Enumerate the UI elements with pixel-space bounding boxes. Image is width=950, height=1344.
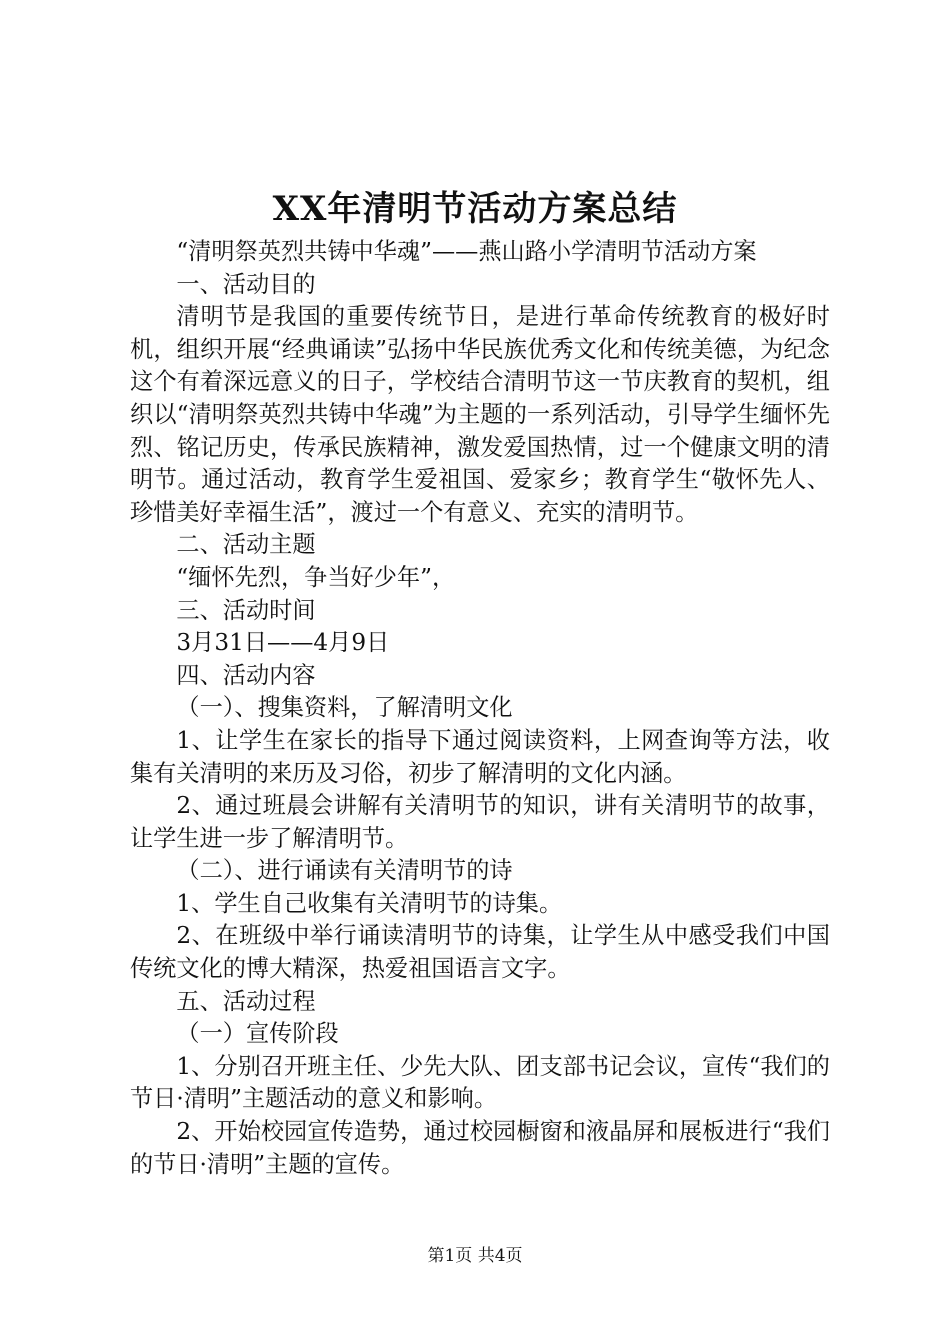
section-heading-time: 三、活动时间 bbox=[176, 596, 316, 624]
page-footer: 第1页 共4页 bbox=[427, 1246, 523, 1266]
section-heading-theme: 二、活动主题 bbox=[176, 531, 316, 559]
purpose-paragraph: 清明节是我国的重要传统节日，是进行革命传统教育的极好时机，组织开展“经典诵读”弘扬中华民族优秀文化和传统美德，为纪念这个有着深远意义的日子，学校结合清明节这一节庆教育的契机，组织以“清明祭英烈共铸中华魂”为主题的一系列活动，引导学生缅怀先烈、铭记历史，传承民族精神，激发爱国热情，过一个健康文明的清明节。通过活动，教育学生爱祖国、爱家乡；教育学生“敬怀先人、珍惜美好幸福生活”，渡过一个有意义、充实的清明节。 bbox=[130, 303, 830, 526]
section-heading-purpose: 一、活动目的 bbox=[176, 270, 316, 298]
section-heading-process: 五、活动过程 bbox=[176, 987, 316, 1015]
section-heading-content: 四、活动内容 bbox=[176, 661, 316, 689]
content-item-2-2: 2、在班级中举行诵读清明节的诗集，让学生从中感受我们中国传统文化的博大精深，热爱祖国语言文字。 bbox=[130, 922, 830, 983]
theme-paragraph: “缅怀先烈，争当好少年”， bbox=[176, 563, 456, 591]
time-paragraph: 3月31日——4月9日 bbox=[176, 629, 390, 657]
content-item-1-2: 2、通过班晨会讲解有关清明节的知识，讲有关清明节的故事，让学生进一步了解清明节。 bbox=[130, 792, 830, 852]
document-title: XX年清明节活动方案总结 bbox=[272, 189, 678, 229]
process-subheading-1: （一）宣传阶段 bbox=[176, 1020, 339, 1048]
process-item-2: 2、开始校园宣传造势，通过校园橱窗和液晶屏和展板进行“我们的节日·清明”主题的宣传。 bbox=[130, 1118, 830, 1178]
subtitle-paragraph: “清明祭英烈共铸中华魂”——燕山路小学清明节活动方案 bbox=[176, 238, 757, 265]
content-subheading-1: （一）、搜集资料，了解清明文化 bbox=[176, 694, 513, 722]
document-body bbox=[130, 236, 830, 1181]
content-item-1-1: 1、让学生在家长的指导下通过阅读资料，上网查询等方法，收集有关清明的来历及习俗，初步了解清明的文化内涵。 bbox=[130, 726, 830, 787]
content-item-2-1: 1、学生自己收集有关清明节的诗集。 bbox=[176, 889, 563, 917]
process-item-1: 1、分别召开班主任、少先大队、团支部书记会议，宣传“我们的节日·清明”主题活动的意义和影响。 bbox=[130, 1052, 830, 1113]
content-subheading-2: （二）、进行诵读有关清明节的诗 bbox=[176, 857, 513, 885]
